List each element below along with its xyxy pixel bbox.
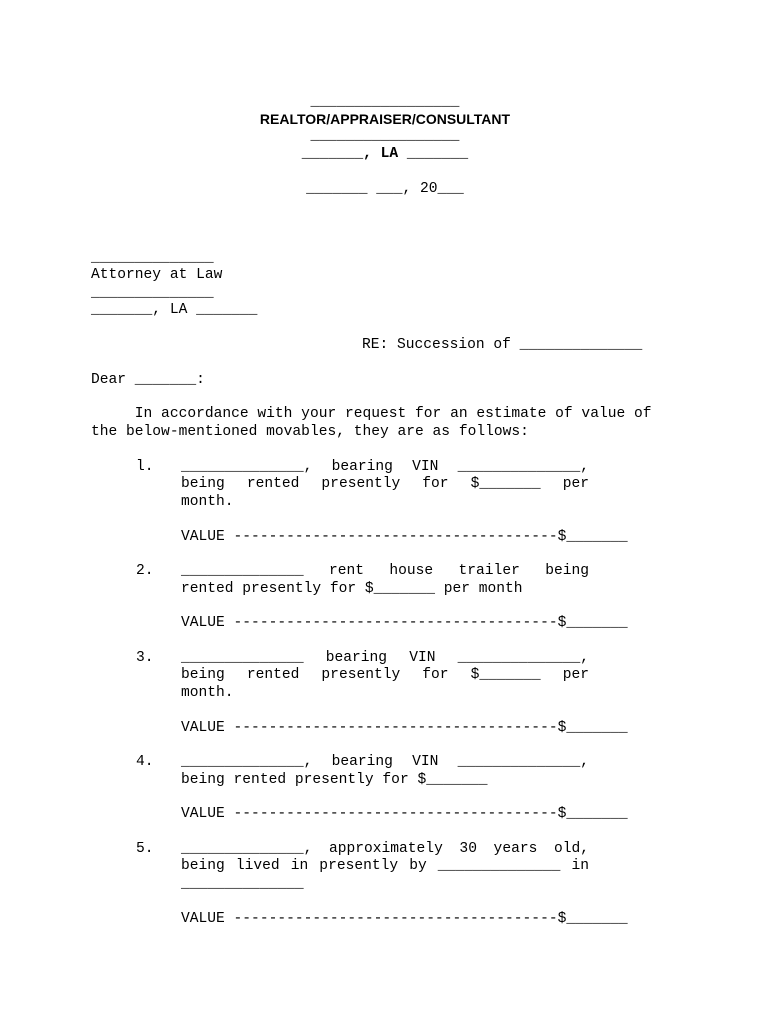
item-value-line: VALUE -------------------------------------$_______ xyxy=(181,911,628,927)
appraiser-city-state: _______, LA _______ xyxy=(301,146,469,162)
item-line: ______________, bearing VIN ______________, xyxy=(181,754,589,770)
item-value-line: VALUE -------------------------------------$_______ xyxy=(181,615,628,631)
appraiser-name-blank: _________________ xyxy=(310,94,460,110)
item-line: ______________ rent house trailer being xyxy=(181,563,589,579)
addressee-name-blank: ______________ xyxy=(91,250,214,266)
addressee-role: Attorney at Law xyxy=(91,267,223,283)
item-value-line: VALUE -------------------------------------$_______ xyxy=(181,529,628,545)
item-value-line: VALUE -------------------------------------$_______ xyxy=(181,806,628,822)
intro-line-1: In accordance with your request for an estimate of value of xyxy=(91,406,652,422)
document-title: REALTOR/APPRAISER/CONSULTANT xyxy=(259,111,511,127)
item-number: 3. xyxy=(136,650,154,666)
item-line: being lived in presently by ______________ in xyxy=(181,858,589,874)
addressee-city-state: _______, LA _______ xyxy=(91,302,258,318)
item-line: ______________, bearing VIN ______________, xyxy=(181,459,589,475)
item-line: ______________ xyxy=(181,876,304,892)
item-line: being rented presently for $_______ per xyxy=(181,476,589,492)
item-number: 2. xyxy=(136,563,154,579)
item-line: month. xyxy=(181,685,234,701)
letter-date: _______ ___, 20___ xyxy=(306,181,464,197)
intro-line-2: the below-mentioned movables, they are as follows: xyxy=(91,424,529,440)
addressee-address-blank: ______________ xyxy=(91,285,214,301)
appraiser-address-blank: _________________ xyxy=(310,128,460,144)
item-value-line: VALUE -------------------------------------$_______ xyxy=(181,720,628,736)
item-line: ______________ bearing VIN ______________, xyxy=(181,650,589,666)
item-number: 5. xyxy=(136,841,154,857)
item-line: ______________, approximately 30 years old, xyxy=(181,841,589,857)
salutation: Dear _______: xyxy=(91,372,205,388)
item-line: rented presently for $_______ per month xyxy=(181,581,523,597)
item-line: being rented presently for $_______ per xyxy=(181,667,589,683)
item-line: month. xyxy=(181,494,234,510)
item-number: l. xyxy=(136,459,154,475)
re-line: RE: Succession of ______________ xyxy=(362,337,643,353)
item-number: 4. xyxy=(136,754,154,770)
item-line: being rented presently for $_______ xyxy=(181,772,488,788)
